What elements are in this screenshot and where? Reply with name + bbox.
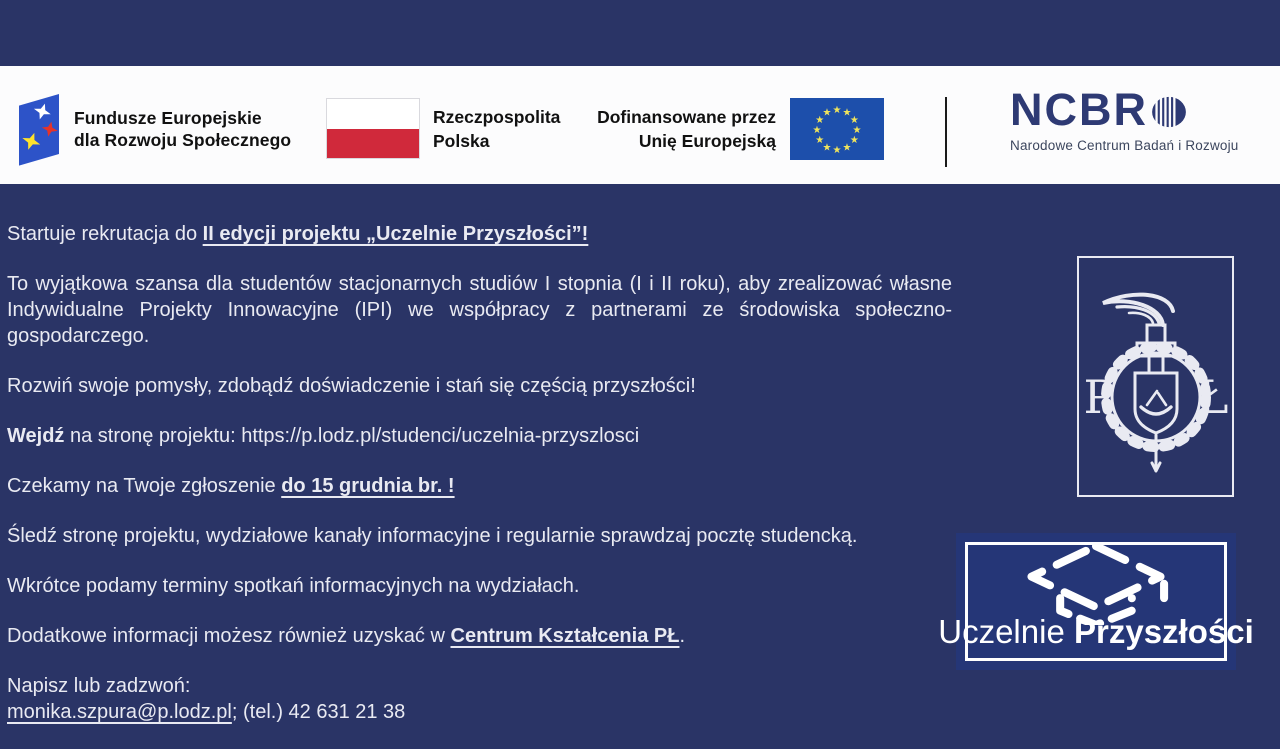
svg-text:★: ★ [822, 142, 832, 154]
svg-text:★: ★ [822, 107, 832, 119]
ncbr-logo [1010, 84, 1260, 153]
fe-logo-line2: dla Rozwoju Społecznego [74, 130, 292, 150]
paragraph-follow: Śledź stronę projektu, wydziałowe kanały informacyjne i regularnie sprawdzaj pocztę studencką. [7, 525, 858, 547]
tul-logo-box [1077, 256, 1234, 497]
paragraph-intro: To wyjątkowa szansa dla studentów stacjonarnych studiów I stopnia (I i II roku), aby zrealizować własne Indywidualne Projekty Innowacyjne (IPI) we współpracy z partnerami ze środowiska społeczno-gospodarczego. [7, 273, 952, 347]
eu-line1: Dofinansowane przez [597, 107, 776, 127]
info-suffix: . [679, 625, 686, 647]
paragraph-contact [7, 673, 952, 725]
svg-text:★: ★ [849, 135, 859, 146]
paragraph-motto: Rozwiń swoje pomysły, zdobądź doświadczenie i stań się częścią przyszłości! [7, 375, 696, 397]
paragraph-meetings: Wkrótce podamy terminy spotkań informacyjnych na wydziałach. [7, 575, 580, 597]
svg-text:★: ★ [815, 115, 825, 126]
up-word1: Uczelnie [938, 613, 1074, 650]
poland-line1: Rzeczpospolita [433, 106, 561, 127]
poland-line2: Polska [433, 130, 490, 151]
paragraph-info [7, 623, 952, 649]
svg-text:★: ★ [832, 145, 842, 156]
contact-intro: Napisz lub zadzwoń: [7, 675, 191, 697]
svg-text:★: ★ [852, 125, 862, 136]
up-word2: Przyszłości [1073, 613, 1254, 650]
contact-phone: ; (tel.) 42 631 21 38 [231, 701, 406, 723]
contact-email-link[interactable]: monika.szpura@p.lodz.pl [7, 701, 232, 723]
ncbr-wordmark: NCBR [1010, 84, 1148, 135]
svg-text:★: ★ [812, 125, 822, 136]
svg-text:★: ★ [832, 105, 842, 116]
info-prefix: Dodatkowe informacji możesz również uzyskać w [7, 625, 451, 647]
headline-link[interactable]: II edycji projektu „Uczelnie Przyszłości”! [202, 223, 589, 245]
ncbr-subtitle: Narodowe Centrum Badań i Rozwoju [1010, 138, 1239, 153]
tul-letter-l: Ł [1197, 369, 1228, 424]
svg-text:★: ★ [842, 107, 852, 119]
eu-flag-icon [790, 98, 884, 160]
headline-prefix: Startuje rekrutacja do [7, 223, 203, 245]
uczelnie-przyszlosci-logo-box [938, 533, 1254, 670]
fe-logo-line1: Fundusze Europejskie [74, 108, 262, 128]
tul-letter-p: P [1083, 369, 1114, 424]
info-link[interactable]: Centrum Kształcenia PŁ [450, 625, 680, 647]
poland-logo [326, 98, 560, 159]
website-url[interactable]: na stronę projektu: https://p.lodz.pl/studenci/uczelnia-przyszlosci [64, 425, 640, 447]
uczelnie-przyszlosci-frame [938, 542, 1254, 661]
deadline-link[interactable]: do 15 grudnia br. ! [281, 475, 455, 497]
eu-funding-logo [560, 98, 884, 160]
eu-line2: Unię Europejską [638, 131, 776, 151]
tul-emblem-icon [1081, 267, 1231, 487]
paragraph-deadline [7, 473, 952, 499]
logo-band [0, 66, 1280, 184]
svg-text:★: ★ [849, 115, 859, 126]
svg-text:★: ★ [815, 135, 825, 146]
fe-flag-icon [14, 88, 64, 170]
website-bold: Wejdź [7, 425, 65, 447]
announcement-body [7, 184, 952, 749]
header-divider [945, 97, 947, 167]
deadline-prefix: Czekamy na Twoje zgłoszenie [7, 475, 282, 497]
paragraph-website [7, 423, 952, 449]
ncbr-striped-ellipse-icon [1151, 96, 1187, 128]
fundusze-europejskie-logo [14, 88, 291, 170]
headline [7, 221, 952, 247]
poland-flag-icon [326, 98, 420, 159]
svg-text:★: ★ [842, 142, 852, 154]
graduation-cap-icon [991, 539, 1201, 625]
